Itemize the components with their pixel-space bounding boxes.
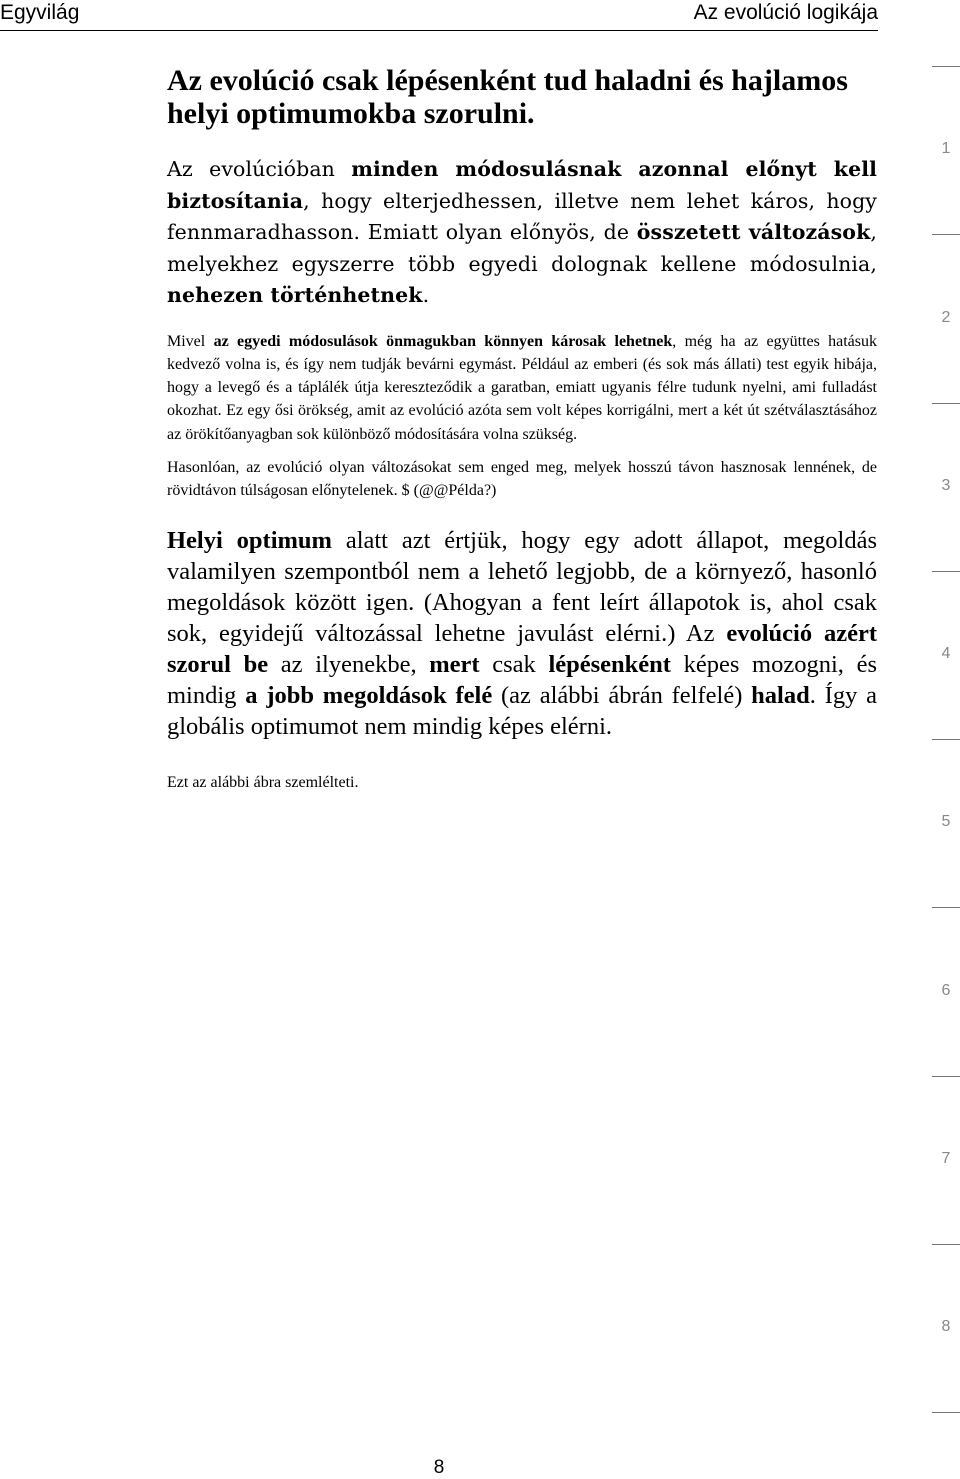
- running-header: [0, 0, 878, 31]
- paragraph-similarly: Hasonlóan, az evolúció olyan változásokat sem enged meg, melyek hosszú távon hasznosak lennének, de rövidtávon túlságosan előnytelenek. $ (@@Példa?): [167, 458, 877, 500]
- margin-ruler: [928, 0, 960, 1477]
- ruler-number: 4: [941, 645, 951, 662]
- ruler-tick: [932, 403, 960, 404]
- ruler-tick: [932, 739, 960, 740]
- ruler-number: 3: [941, 477, 951, 494]
- page-content: [167, 64, 877, 794]
- paragraph-local-optimum: Helyi optimum alatt azt értjük, hogy egy adott állapot, megoldás valamilyen szempontból nem a lehető legjobb, de a környező, hasonló megoldások között igen. (Ahogyan a fent leírt állapotok is, ahol csak sok, egyidejű változással lehetne javulást elérni.) Az evolúció azért szorul be az ilyenekbe, mert csak lépésenként képes mozogni, és mindig a jobb megoldások felé (az alábbi ábrán felfelé) halad. Így a globális optimumot nem mindig képes elérni.: [167, 526, 878, 740]
- ruler-number: 2: [941, 309, 951, 326]
- section-title: Az evolúció csak lépésenként tud haladni és hajlamos helyi optimumokba szorulni.: [167, 64, 848, 130]
- ruler-tick: [932, 234, 960, 235]
- paragraph-intro: Az evolúcióban minden módosulásnak azonnal előnyt kell biztosítania, hogy elterjedhessen, illetve nem lehet káros, hogy fennmaradhasson. Emiatt olyan előnyös, de összetett változások, melyekhez egyszerre több egyedi dolognak kellene módosulnia, nehezen történhetnek.: [167, 157, 878, 307]
- ruler-number: 8: [941, 1318, 951, 1335]
- ruler-number: 7: [941, 1150, 951, 1167]
- paragraph-figure-note: Ezt az alábbi ábra szemlélteti.: [167, 773, 359, 791]
- paragraph-example: Mivel az egyedi módosulások önmagukban könnyen károsak lehetnek, még ha az együttes hatásuk kedvező volna is, és így nem tudják bevárni egymást. Például az emberi (és sok más állati) test egyik hibája, hogy a levegő és a táplálék útja kereszteződik a garatban, emiatt ugyanis félre tudunk nyelni, ami fulladást okozhat. Ez egy ősi örökség, amit az evolúció azóta sem volt képes korrigálni, mert a két út szétválasztásához az örökítőanyagban sok különböző módosítására volna szükség.: [167, 332, 878, 443]
- ruler-tick: [932, 907, 960, 908]
- ruler-tick: [932, 1412, 960, 1413]
- header-left: Egyvilág: [0, 1, 80, 24]
- header-right: Az evolúció logikája: [693, 1, 878, 24]
- ruler-number: 6: [941, 982, 951, 999]
- ruler-tick: [932, 66, 960, 67]
- page-number: 8: [433, 1457, 445, 1478]
- ruler-tick: [932, 571, 960, 572]
- ruler-tick: [932, 1076, 960, 1077]
- ruler-number: 5: [941, 813, 951, 830]
- ruler-tick: [932, 1244, 960, 1245]
- ruler-number: 1: [941, 140, 951, 157]
